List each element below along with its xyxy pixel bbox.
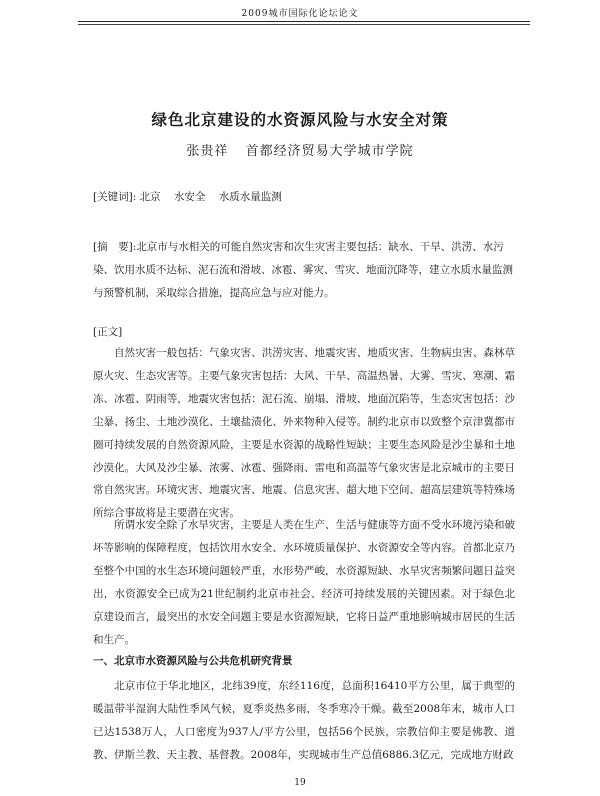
body-label: [正文] bbox=[93, 326, 123, 338]
author-line bbox=[0, 140, 600, 159]
body-paragraph: 北京市位于华北地区，北纬39度，东经116度，总面积16410平方公里，属于典型的暖温带半湿润大陆性季风气候，夏季炎热多雨，冬季寒冷干燥。截至2008年末，城市人口已达1538万人，人口密度为937人/平方公里，包括56个民族，宗教信仰主要是佛教、道教、伊斯兰教、天主教、基督教。2008年，实现城市生产总值6886.3亿元，完成地方财政 bbox=[93, 680, 515, 761]
keyword-item: 水质水量监测 bbox=[218, 191, 282, 203]
keyword-item: 水安全 bbox=[173, 191, 206, 203]
author-name: 张贵祥 bbox=[186, 144, 229, 159]
paper-title: 绿色北京建设的水资源风险与水安全对策 bbox=[151, 110, 449, 129]
header-rule-thin bbox=[78, 24, 530, 25]
abstract-text: 北京市与水相关的可能自然灾害和次生灾害主要包括：缺水、干旱、洪涝、水污染、饮用水质不达标、泥石流和滑坡、冰雹、雾灾、雪灾、地面沉降等，建立水质水量监测与预警机制，采取综合措施，提高应急与应对能力。 bbox=[93, 241, 513, 299]
abstract bbox=[93, 236, 515, 305]
section-heading: 一、北京市水资源风险与公共危机研究背景 bbox=[93, 655, 293, 667]
keyword-item: 北京 bbox=[139, 191, 161, 203]
author-affiliation: 首都经济贸易大学城市学院 bbox=[245, 144, 414, 159]
page-number: 19 bbox=[294, 778, 306, 788]
running-header: 2009城市国际化论坛论文 bbox=[241, 9, 359, 19]
body-paragraph: 自然灾害一般包括：气象灾害、洪涝灾害、地震灾害、地质灾害、生物病虫害、森林草原火灾、生态灾害等。主要气象灾害包括：大风、干旱、高温热暑、大雾、雪灾、寒潮、霜冻、冰雹、阴雨等，地震灾害包括：泥石流、崩塌、滑坡、地面沉陷等，生态灾害包括：沙尘暴、扬尘、土地沙漠化、土壤盐渍化、外来物种入侵等。制约北京市以致整个京津冀都市圈可持续发展的自然资源风险，主要是水资源的战略性短缺；主要生态风险是沙尘暴和土地沙漠化。大风及沙尘暴、浓雾、冰雹、强降雨、雷电和高温等气象灾害是北京城市的主要日常自然灾害。环境灾害、地震灾害、地震、信息灾害、超大地下空间、超高层建筑等特殊场所综合事故将是主要潜在灾害。 bbox=[93, 347, 515, 520]
keywords-label: [关键词]: bbox=[93, 191, 137, 203]
body-paragraph: 所谓水安全除了水旱灾害，主要是人类在生产、生活与健康等方面不受水环境污染和破坏等影响的保障程度，包括饮用水安全、水环境质量保护、水资源安全等内容。首都北京乃至整个中国的水生态环境问题较严重，水形势严峻，水资源短缺、水旱灾害频繁问题日益突出，水资源安全已成为21世纪制约北京市社会、经济可持续发展的关键因素。对于绿色北京建设而言，最突出的水安全问题主要是水资源短缺，它将日益严重地影响城市居民的生活和生产。 bbox=[93, 519, 515, 646]
keywords-line bbox=[93, 189, 515, 204]
abstract-label: [摘 要]: bbox=[93, 241, 137, 253]
header-rule bbox=[78, 21, 530, 22]
